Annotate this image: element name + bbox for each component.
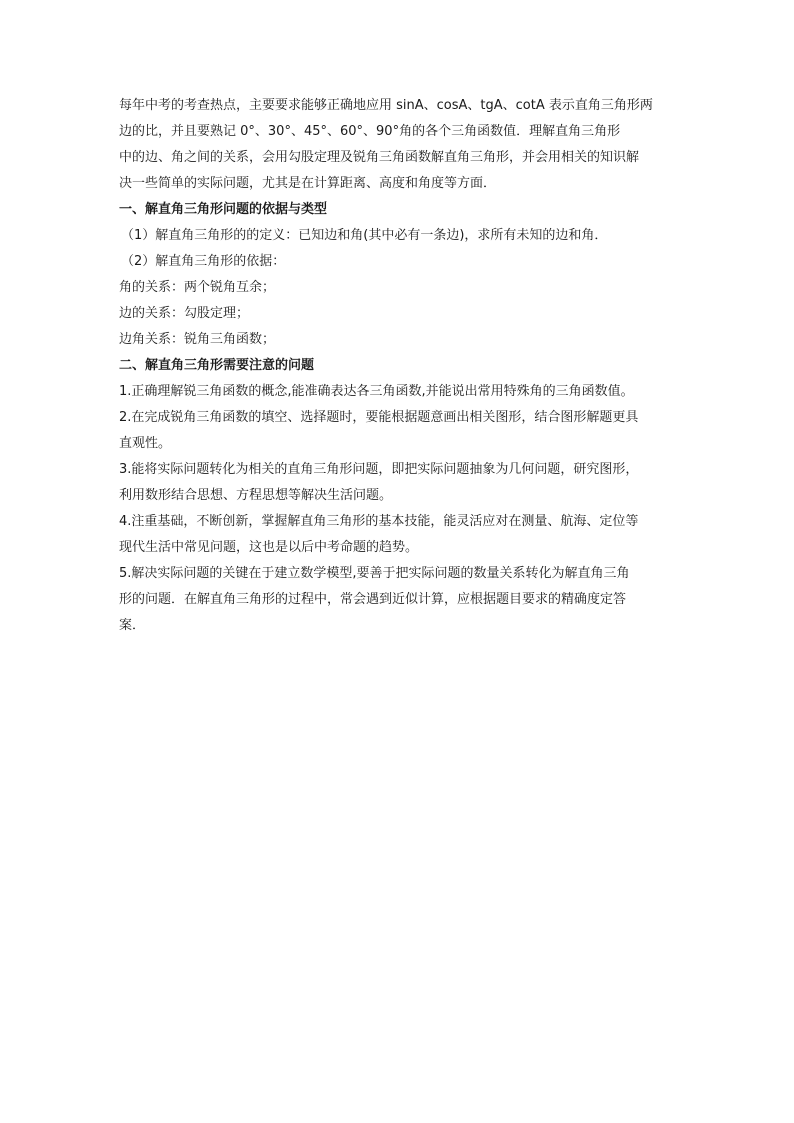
side-relation-line: 边的关系：勾股定理； — [119, 306, 250, 321]
point-4-line-1: 4.注重基础，不断创新，掌握解直角三角形的基本技能，能灵活应对在测量、航海、定位等 — [119, 514, 639, 529]
point-5-line-3: 案． — [119, 618, 146, 633]
point-2-line-2: 直观性。 — [119, 436, 172, 451]
intro-line-3: 中的边、角之间的关系，会用勾股定理及锐角三角函数解直角三角形，并会用相关的知识解 — [119, 150, 640, 165]
intro-line-2: 边的比，并且要熟记 0°、30°、45°、60°、90°角的各个三角函数值．理解直角三角形 — [119, 124, 621, 139]
section-heading-2: 二、解直角三角形需要注意的问题 — [119, 358, 315, 373]
section-heading-1: 一、解直角三角形问题的依据与类型 — [119, 202, 328, 217]
point-5-line-2: 形的问题．在解直角三角形的过程中，常会遇到近似计算，应根据题目要求的精确度定答 — [119, 592, 627, 607]
intro-line-4: 决一些简单的实际问题，尤其是在计算距离、高度和角度等方面． — [119, 176, 497, 191]
basis-line: （2）解直角三角形的依据： — [121, 254, 286, 269]
definition-line: （1）解直角三角形的的定义：已知边和角(其中必有一条边)，求所有未知的边和角． — [121, 228, 608, 243]
point-3-line-1: 3.能将实际问题转化为相关的直角三角形问题，即把实际问题抽象为几何问题，研究图形， — [119, 462, 639, 477]
point-2-line-1: 2.在完成锐角三角函数的填空、选择题时，要能根据题意画出相关图形，结合图形解题更具 — [119, 410, 639, 425]
document-page — [119, 93, 679, 639]
point-3-line-2: 利用数形结合思想、方程思想等解决生活问题。 — [119, 488, 393, 503]
intro-line-1: 每年中考的考查热点，主要要求能够正确地应用 sinA、cosA、tgA、cotA 表示直角三角形两 — [119, 98, 653, 113]
point-5-line-1: 5.解决实际问题的关键在于建立数学模型,要善于把实际问题的数量关系转化为解直角三角 — [119, 566, 630, 581]
point-1-line: 1.正确理解锐三角函数的概念,能准确表达各三角函数,并能说出常用特殊角的三角函数值。 — [119, 384, 634, 399]
point-4-line-2: 现代生活中常见问题，这也是以后中考命题的趋势。 — [119, 540, 419, 555]
side-angle-relation-line: 边角关系：锐角三角函数； — [119, 332, 276, 347]
angle-relation-line: 角的关系：两个锐角互余； — [119, 280, 276, 295]
